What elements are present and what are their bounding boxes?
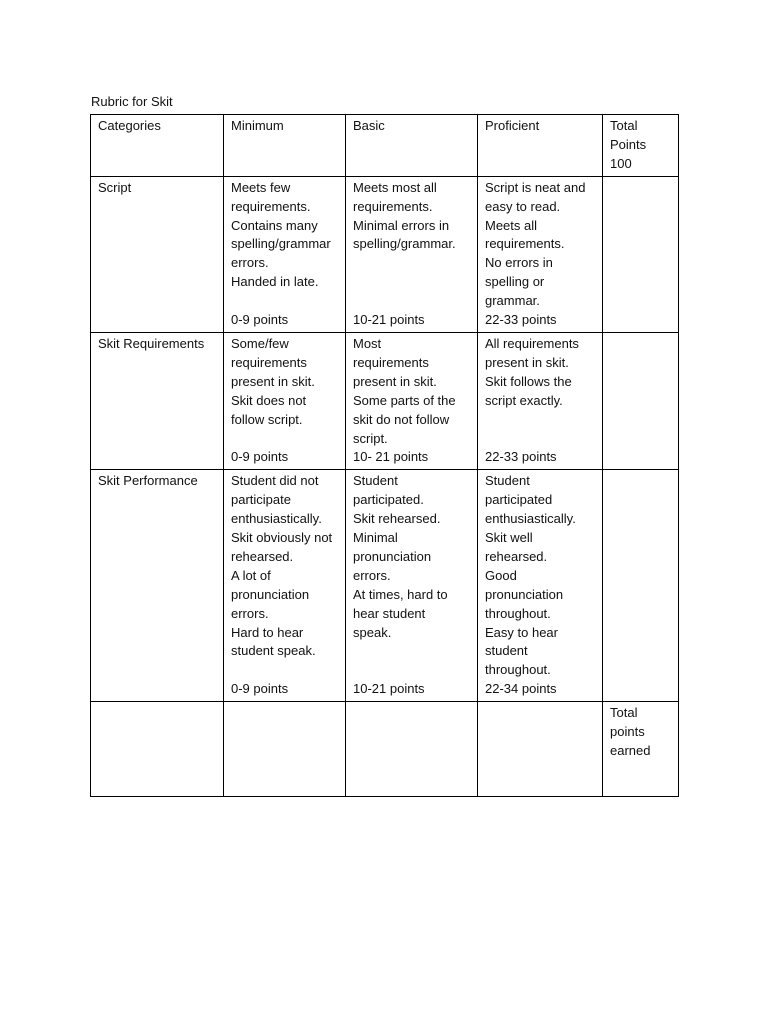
criteria-text: All requirements present in skit. Skit follows the script exactly. (485, 335, 579, 408)
criteria-text: Meets few requirements. Contains many spelling/grammar errors. Handed in late. (231, 179, 331, 290)
basic-cell (346, 470, 478, 702)
header-basic: Basic (346, 115, 478, 177)
points-range: 22-33 points (485, 312, 557, 328)
empty-cell (478, 702, 603, 797)
total-cell (603, 332, 679, 469)
criteria-text: Student did not participate enthusiastically. Skit obviously not rehearsed. A lot of pronunciation errors. Hard to hear student speak. (231, 473, 333, 659)
header-total-points: Total Points 100 (603, 115, 679, 177)
header-proficient: Proficient (478, 115, 603, 177)
points-range: 10- 21 points (353, 449, 429, 465)
total-cell (603, 176, 679, 332)
table-row (91, 176, 679, 332)
points-range: 0-9 points (231, 312, 289, 328)
table-row (91, 332, 679, 469)
criteria-text: Meets most all requirements. Minimal errors in spelling/grammar. (353, 179, 456, 252)
header-categories: Categories (91, 115, 224, 177)
header-minimum: Minimum (224, 115, 346, 177)
table-header-row (91, 115, 679, 177)
category-cell: Skit Requirements (91, 332, 224, 469)
basic-cell (346, 332, 478, 469)
empty-cell (224, 702, 346, 797)
criteria-text: Script is neat and easy to read. Meets all requirements. No errors in spelling or grammar. (485, 179, 586, 309)
points-range: 22-34 points (485, 681, 557, 697)
points-range: 0-9 points (231, 449, 289, 465)
total-points-earned-label: Total points earned (603, 702, 679, 797)
criteria-text: Student participated enthusiastically. Skit well rehearsed. Good pronunciation throughout. Easy to hear student throughout. (485, 473, 576, 678)
minimum-cell (224, 470, 346, 702)
proficient-cell (478, 332, 603, 469)
points-range: 22-33 points (485, 449, 557, 465)
category-cell: Skit Performance (91, 470, 224, 702)
total-cell (603, 470, 679, 702)
table-row (91, 470, 679, 702)
empty-cell (346, 702, 478, 797)
category-cell: Script (91, 176, 224, 332)
minimum-cell (224, 332, 346, 469)
criteria-text: Student participated. Skit rehearsed. Minimal pronunciation errors. At times, hard to hear student speak. (353, 473, 448, 640)
proficient-cell (478, 470, 603, 702)
minimum-cell (224, 176, 346, 332)
total-row (91, 702, 679, 797)
points-range: 10-21 points (353, 312, 425, 328)
empty-cell (91, 702, 224, 797)
rubric-table (90, 114, 679, 797)
criteria-text: Some/few requirements present in skit. Skit does not follow script. (231, 335, 315, 427)
basic-cell (346, 176, 478, 332)
criteria-text: Most requirements present in skit. Some parts of the skit do not follow script. (353, 335, 456, 446)
proficient-cell (478, 176, 603, 332)
points-range: 10-21 points (353, 681, 425, 697)
points-range: 0-9 points (231, 681, 289, 697)
document-caption: Rubric for Skit (91, 94, 173, 109)
